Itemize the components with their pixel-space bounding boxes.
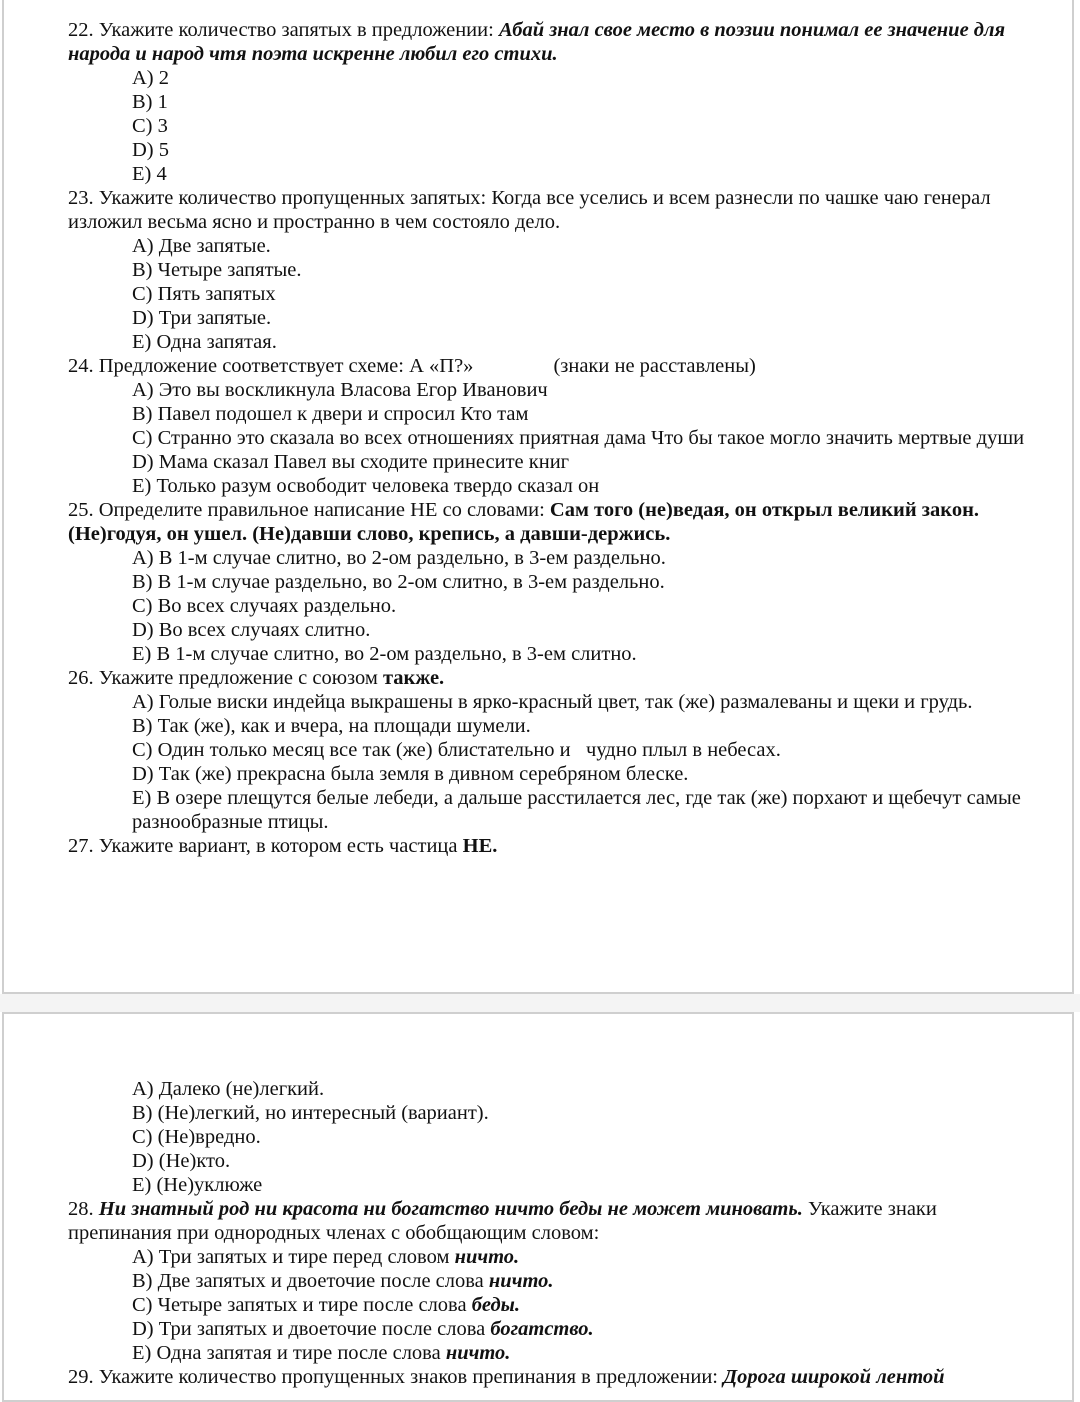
q28-option-d-text: D) Три запятых и двоеточие после слова bbox=[132, 1318, 491, 1340]
q25-option-b: B) В 1-м случае раздельно, во 2-ом слитно, в 3-ем раздельно. bbox=[132, 571, 665, 593]
q28-option-e-text: E) Одна запятая и тире после слова bbox=[132, 1342, 446, 1364]
question-29-prefix: 29. Укажите количество пропущенных знаков препинания в предложении: bbox=[68, 1366, 724, 1388]
q28-option-b bbox=[68, 1269, 1032, 1293]
question-22-sentence: Абай знал свое место в поэзии понимал ее значение для народа и народ чтя поэта искренне любил его стихи. bbox=[68, 19, 1006, 65]
q26-option-d: D) Так (же) прекрасна была земля в дивном серебряном блеске. bbox=[132, 763, 689, 785]
q23-option-e: E) Одна запятая. bbox=[132, 331, 277, 353]
q27-option-e: E) (Не)уклюже bbox=[132, 1174, 263, 1196]
q28-option-e-word: ничто. bbox=[445, 1342, 511, 1364]
q28-option-c-text: C) Четыре запятых и тире после слова bbox=[132, 1294, 472, 1316]
page-2 bbox=[2, 1012, 1074, 1402]
q26-option-e: E) В озере плещутся белые лебеди, а дальше расстилается лес, где так (же) порхают и щебечут самые разнообразные птицы. bbox=[132, 787, 1021, 833]
question-25 bbox=[68, 498, 1032, 546]
q26-option-c: C) Один только месяц все так (же) блистательно и чудно плыл в небесах. bbox=[132, 739, 781, 761]
q26-option-b: B) Так (же), как и вчера, на площади шумели. bbox=[132, 715, 531, 737]
q22-option-a: A) 2 bbox=[132, 67, 170, 89]
q22-option-c: C) 3 bbox=[132, 115, 168, 137]
question-27-keyword: НЕ. bbox=[462, 835, 498, 857]
q28-option-c-word: беды. bbox=[471, 1294, 521, 1316]
page-gap bbox=[0, 994, 1080, 1012]
q28-option-d-word: богатство. bbox=[490, 1318, 594, 1340]
q23-option-a: A) Две запятые. bbox=[132, 235, 271, 257]
question-24 bbox=[68, 354, 1032, 378]
q25-option-d: D) Во всех случаях слитно. bbox=[132, 619, 371, 641]
question-27-prefix: 27. Укажите вариант, в котором есть частица bbox=[68, 835, 463, 857]
question-29-sentence: Дорога широкой лентой bbox=[723, 1366, 945, 1388]
q28-option-a bbox=[68, 1245, 1032, 1269]
q25-option-e: E) В 1-м случае слитно, во 2-ом раздельно, в 3-ем слитно. bbox=[132, 643, 637, 665]
q28-option-b-text: B) Две запятых и двоеточие после слова bbox=[132, 1270, 489, 1292]
q22-option-e: E) 4 bbox=[132, 163, 167, 185]
page-1-content bbox=[68, 18, 1032, 858]
question-24-text: 24. Предложение соответствует схеме: А «П?» bbox=[68, 355, 474, 377]
question-26-prefix: 26. Укажите предложение с союзом bbox=[68, 667, 383, 689]
question-27 bbox=[68, 834, 1032, 858]
question-24-note: (знаки не расставлены) bbox=[553, 355, 756, 377]
q27-option-b: B) (Не)легкий, но интересный (вариант). bbox=[132, 1102, 489, 1124]
q28-option-b-word: ничто. bbox=[488, 1270, 554, 1292]
q23-option-b: B) Четыре запятые. bbox=[132, 259, 302, 281]
question-26-keyword: также. bbox=[382, 667, 445, 689]
q24-option-a: A) Это вы воскликнула Власова Егор Иванович bbox=[132, 379, 548, 401]
question-25-prefix: 25. Определите правильное написание НЕ со словами: bbox=[68, 499, 550, 521]
q27-option-c: C) (Не)вредно. bbox=[132, 1126, 261, 1148]
q23-option-c: C) Пять запятых bbox=[132, 283, 276, 305]
question-28 bbox=[68, 1197, 1032, 1245]
q23-option-d: D) Три запятые. bbox=[132, 307, 272, 329]
q25-option-a: A) В 1-м случае слитно, во 2-ом раздельно, в 3-ем раздельно. bbox=[132, 547, 666, 569]
q28-option-e bbox=[68, 1341, 1032, 1365]
q28-option-d bbox=[68, 1317, 1032, 1341]
q28-option-a-word: ничто. bbox=[454, 1246, 520, 1268]
q24-option-d: D) Мама сказал Павел вы сходите принесите книг bbox=[132, 451, 570, 473]
q24-option-e: E) Только разум освободит человека твердо сказал он bbox=[132, 475, 600, 497]
q26-option-a: A) Голые виски индейца выкрашены в ярко-красный цвет, так (же) размалеваны и щеки и грудь. bbox=[132, 691, 973, 713]
question-23: 23. Укажите количество пропущенных запятых: Когда все уселись и всем разнесли по чашке чаю генерал изложил весьма ясно и пространно в чем состояло дело. bbox=[68, 187, 991, 233]
q22-option-d: D) 5 bbox=[132, 139, 170, 161]
page-1 bbox=[2, 0, 1074, 994]
page-2-content bbox=[68, 1077, 1032, 1389]
question-28-rest: Укажите знаки препинания при однородных членах с обобщающим словом: bbox=[68, 1198, 937, 1244]
q27-option-a: A) Далеко (не)легкий. bbox=[132, 1078, 325, 1100]
q27-option-d: D) (Не)кто. bbox=[132, 1150, 231, 1172]
question-25-sentence: Сам того (не)ведая, он открыл великий закон. (Не)годуя, он ушел. (Не)давши слово, крепись, а давши-держись. bbox=[68, 499, 980, 545]
question-28-number: 28. bbox=[68, 1198, 99, 1220]
q24-option-b: B) Павел подошел к двери и спросил Кто там bbox=[132, 403, 529, 425]
question-28-sentence: Ни знатный род ни красота ни богатство ничто беды не может миновать. bbox=[98, 1198, 803, 1220]
question-22 bbox=[68, 18, 1032, 66]
q22-option-b: B) 1 bbox=[132, 91, 168, 113]
question-22-prefix: 22. Укажите количество запятых в предложении: bbox=[68, 19, 499, 41]
question-29 bbox=[68, 1365, 1032, 1389]
q28-option-c bbox=[68, 1293, 1032, 1317]
q25-option-c: C) Во всех случаях раздельно. bbox=[132, 595, 397, 617]
q24-option-c: C) Странно это сказала во всех отношениях приятная дама Что бы такое могло значить мертвые души bbox=[132, 427, 1025, 449]
q28-option-a-text: A) Три запятых и тире перед словом bbox=[132, 1246, 455, 1268]
question-26 bbox=[68, 666, 1032, 690]
